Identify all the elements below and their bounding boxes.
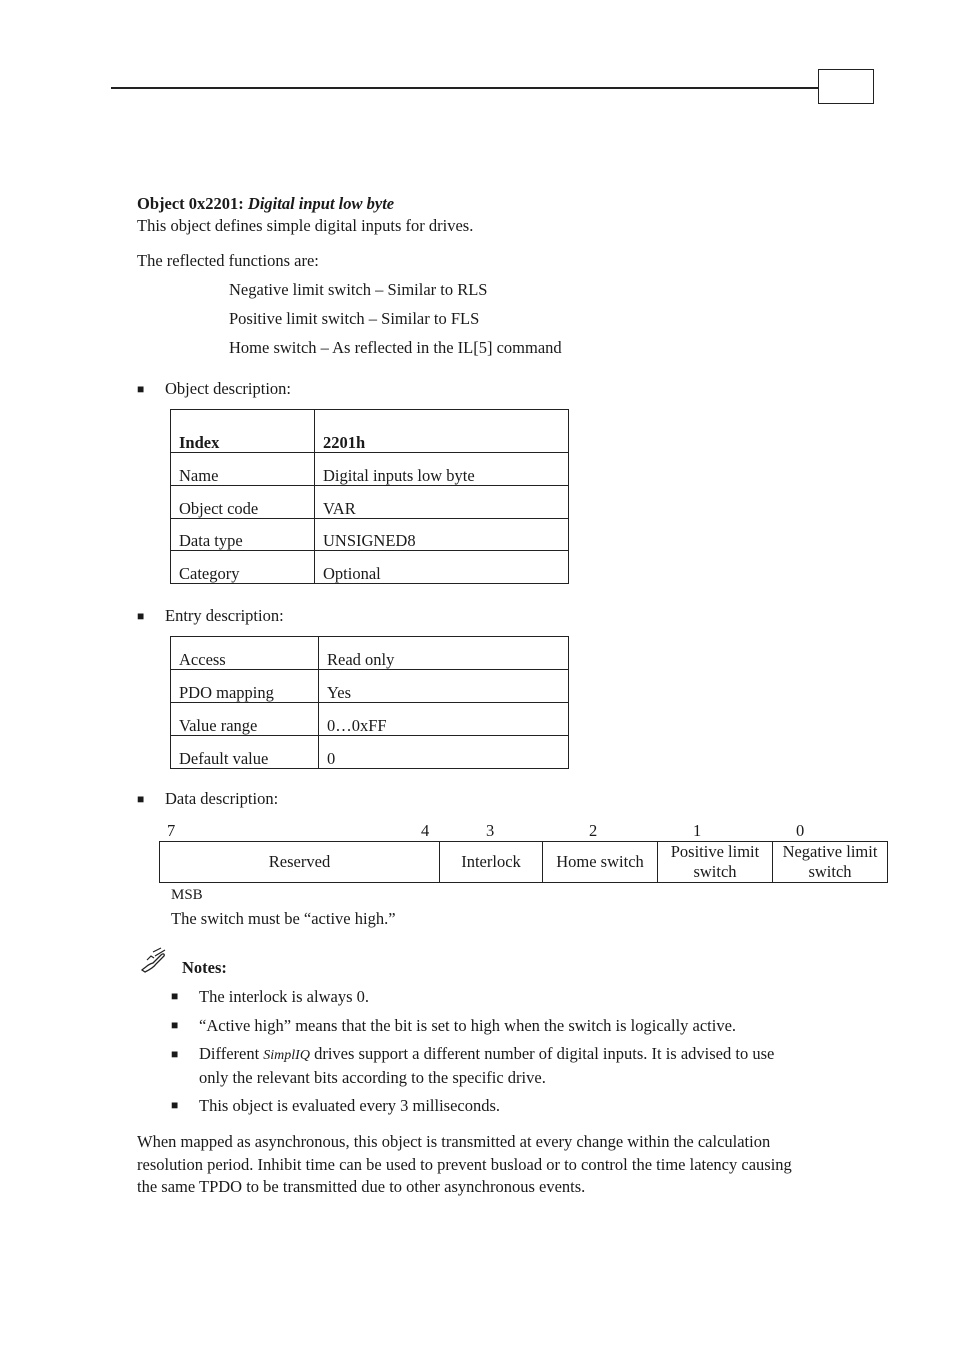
object-title xyxy=(137,194,394,214)
functions-heading: The reflected functions are: xyxy=(137,251,319,270)
table-cell-value: UNSIGNED8 xyxy=(315,519,569,551)
table-cell-key: Object code xyxy=(171,486,315,519)
hand-writing-icon xyxy=(139,946,169,979)
note-item xyxy=(199,1043,779,1089)
bit-number: 3 xyxy=(486,821,495,840)
bullet-icon: ■ xyxy=(137,382,145,396)
note-item: This object is evaluated every 3 milliseconds. xyxy=(199,1096,501,1115)
object-description-table xyxy=(170,409,569,584)
table-cell-value: Read only xyxy=(319,637,569,670)
msb-label: MSB xyxy=(171,887,203,903)
object-description-label: Object description: xyxy=(165,379,292,398)
bullet-icon: ■ xyxy=(171,989,179,1003)
closing-paragraph: When mapped as asynchronous, this object is transmitted at every change within the calculation resolution period. Inhibit time can be used to prevent busload or to control the time latency causing the same TPDO to be transmitted due to other asynchronous events. xyxy=(137,1132,792,1196)
table-cell-value: 0…0xFF xyxy=(319,703,569,736)
bullet-icon: ■ xyxy=(137,609,145,623)
function-item: Positive limit switch – Similar to FLS xyxy=(229,309,480,328)
table-cell-value: 0 xyxy=(319,736,569,769)
note-item: “Active high” means that the bit is set to high when the switch is logically active. xyxy=(199,1016,737,1035)
note-text: drives support a different number of digital inputs. It is advised to use only the relevant bits according to the specific drive. xyxy=(199,1044,775,1087)
entry-description-label: Entry description: xyxy=(165,606,284,625)
table-cell-key: Name xyxy=(171,453,315,486)
table-cell-key: PDO mapping xyxy=(171,670,319,703)
bit-number: 0 xyxy=(796,821,805,840)
table-cell-key: Value range xyxy=(171,703,319,736)
bit-cell-reserved: Reserved xyxy=(160,842,440,883)
notes-title: Notes: xyxy=(182,958,227,977)
entry-description-table xyxy=(170,636,569,769)
bullet-icon: ■ xyxy=(137,792,145,806)
table-cell-value: Optional xyxy=(315,551,569,584)
data-caption: The switch must be “active high.” xyxy=(171,909,396,928)
bullet-icon: ■ xyxy=(171,1047,179,1061)
table-cell-value: Digital inputs low byte xyxy=(315,453,569,486)
bit-cell-home-switch: Home switch xyxy=(543,842,658,883)
object-id: Object 0x2201: xyxy=(137,194,244,213)
table-cell-value: 2201h xyxy=(315,410,569,453)
intro-text: This object defines simple digital inputs for drives. xyxy=(137,216,474,235)
table-cell-key: Default value xyxy=(171,736,319,769)
note-item: The interlock is always 0. xyxy=(199,987,369,1006)
table-cell-value: Yes xyxy=(319,670,569,703)
bit-cell-interlock: Interlock xyxy=(440,842,543,883)
bullet-icon: ■ xyxy=(171,1018,179,1032)
header-rule xyxy=(111,87,819,89)
function-item: Negative limit switch – Similar to RLS xyxy=(229,280,488,299)
bit-number: 2 xyxy=(589,821,598,840)
bit-number: 1 xyxy=(693,821,702,840)
brand-name: SimplIQ xyxy=(263,1048,310,1063)
page-number-box xyxy=(818,69,874,104)
note-text: Different xyxy=(199,1044,260,1063)
table-cell-key: Index xyxy=(171,410,315,453)
bit-cell-positive-limit: Positive limit switch xyxy=(658,842,773,883)
function-item: Home switch – As reflected in the IL[5] command xyxy=(229,338,562,357)
table-cell-key: Data type xyxy=(171,519,315,551)
bit-number: 4 xyxy=(421,821,430,840)
data-description-label: Data description: xyxy=(165,789,279,808)
table-cell-key: Category xyxy=(171,551,315,584)
object-name: Digital input low byte xyxy=(247,194,395,213)
bit-number: 7 xyxy=(167,821,176,840)
table-cell-key: Access xyxy=(171,637,319,670)
table-cell-value: VAR xyxy=(315,486,569,519)
bit-layout-table xyxy=(159,841,888,883)
bullet-icon: ■ xyxy=(171,1098,179,1112)
bit-cell-negative-limit: Negative limit switch xyxy=(773,842,888,883)
